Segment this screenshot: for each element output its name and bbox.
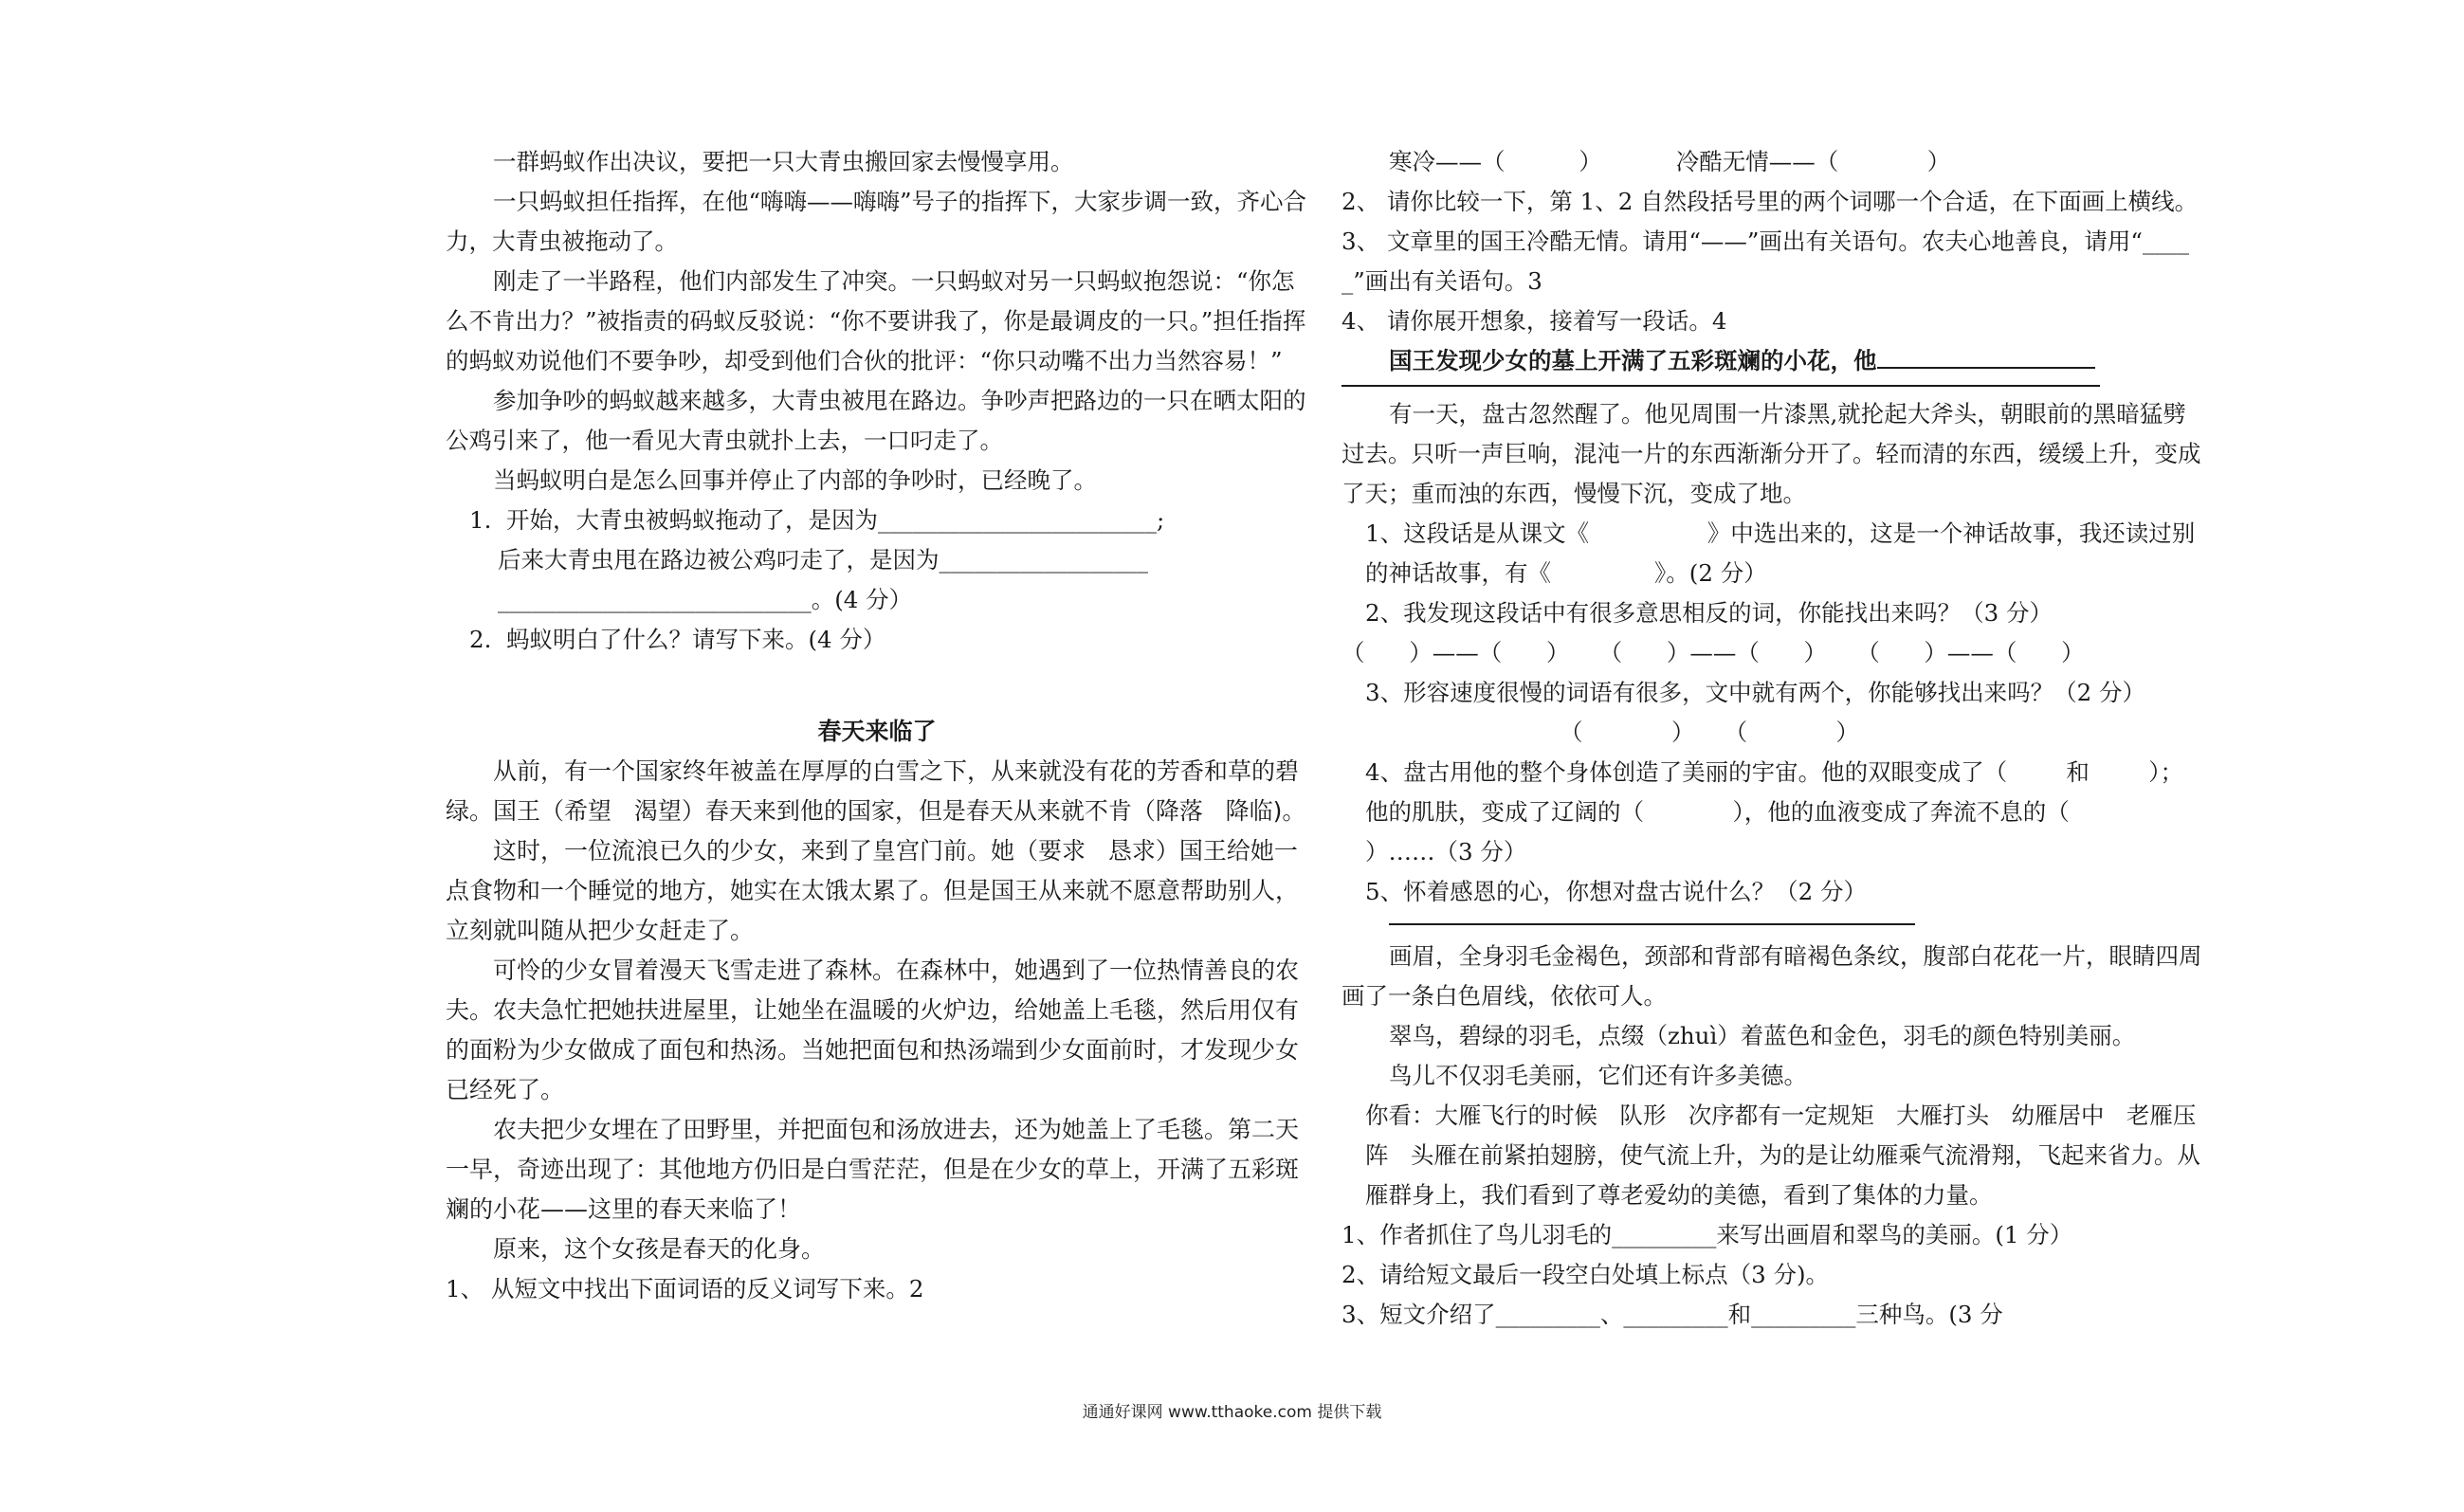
- ant-question-1-line-3: ___________________________。(4 分）: [498, 586, 913, 613]
- prompt-text: 国王发现少女的墓上开满了五彩斑斓的小花，他: [1389, 347, 1877, 374]
- answer-line: [1342, 385, 2100, 387]
- pangu-question-3: 3、形容速度很慢的词语有很多，文中就有两个，你能够找出来吗？（2 分）: [1365, 679, 2145, 706]
- ant-question-2: 2. 蚂蚁明白了什么？请写下来。(4 分）: [469, 626, 886, 653]
- ant-paragraph-3: 刚走了一半路程，他们内部发生了冲突。一只蚂蚁对另一只蚂蚁抱怨说：“你怎么不肯出力？”被指责的码蚁反驳说：“你不要讲我了，你是最调皮的一只。”担任指挥的蚂蚁劝说他们不要争吵，却受到他们合伙的批评：“你只动嘴不出力当然容易！”: [446, 267, 1306, 374]
- spring-question-4: 4、 请你展开想象，接着写一段话。4: [1342, 307, 1727, 335]
- bird-question-2: 2、请给短文最后一段空白处填上标点（3 分)。: [1342, 1261, 1830, 1288]
- bird-question-1: 1、作者抓住了鸟儿羽毛的_________来写出画眉和翠鸟的美丽。(1 分）: [1342, 1221, 2073, 1248]
- spring-story: [446, 712, 1308, 1269]
- spring-paragraph-1: 从前，有一个国家终年被盖在厚厚的白雪之下，从来就没有花的芳香和草的碧绿。国王（希望 渴望）春天来到他的国家，但是春天从来就不肯（降落 降临)。: [446, 757, 1306, 825]
- spring-paragraph-3: 可怜的少女冒着漫天飞雪走进了森林。在森林中，她遇到了一位热情善良的农夫。农夫急忙把她扶进屋里，让她坐在温暖的火炉边，给她盖上毛毯，然后用仅有的面粉为少女做成了面包和热汤。当她把面包和热汤端到少女面前时，才发现少女已经死了。: [446, 956, 1300, 1103]
- right-column: [1342, 142, 2204, 1335]
- spring-paragraph-5: 原来，这个女孩是春天的化身。: [493, 1235, 826, 1263]
- bird-paragraph-3: 鸟儿不仅羽毛美丽，它们还有许多美德。: [1389, 1062, 1807, 1089]
- spring-question-4-prompt: [1342, 341, 2204, 381]
- prompt-answer-line: [1877, 342, 2095, 369]
- pangu-question-2-blanks: （ ）——（ ） （ ）——（ ） （ ）——（ ）: [1342, 639, 2085, 666]
- pangu-question-4: 4、盘古用他的整个身体创造了美丽的宇宙。他的双眼变成了（ 和 ）；他的肌肤，变成了辽阔的（ ），他的血液变成了奔流不息的（ ）……（3 分）: [1365, 758, 2183, 865]
- spring-question-3: 3、 文章里的国王冷酷无情。请用“——”画出有关语句。农夫心地善良，请用“_____”画出有关语句。3: [1342, 228, 2189, 295]
- spring-paragraph-4: 农夫把少女埋在了田野里，并把面包和汤放进去，还为她盖上了毛毯。第二天一早，奇迹出现了：其他地方仍旧是白雪茫茫，但是在少女的草上，开满了五彩斑斓的小花——这里的春天来临了！: [446, 1116, 1300, 1223]
- bird-question-3: 3、短文介绍了_________、_________和_________三种鸟。(3 分: [1342, 1301, 2003, 1328]
- ant-paragraph-1: 一群蚂蚁作出决议，要把一只大青虫搬回家去慢慢享用。: [493, 148, 1074, 175]
- pangu-question-3-blanks: （ ） （ ）: [1560, 719, 1860, 746]
- left-column: [446, 142, 1308, 1309]
- pangu-question-1: 1、这段话是从课文《 》中选出来的，这是一个神话故事，我还读过别的神话故事，有《 》。(2 分）: [1365, 519, 2196, 587]
- pangu-question-5: 5、怀着感恩的心，你想对盘古说什么？（2 分）: [1365, 878, 1867, 905]
- bird-paragraph-2: 翠鸟，碧绿的羽毛，点缀（zhuì）着蓝色和金色，羽毛的颜色特别美丽。: [1389, 1022, 2136, 1049]
- ant-paragraph-2: 一只蚂蚁担任指挥，在他“嗨嗨——嗨嗨”号子的指挥下，大家步调一致，齐心合力，大青虫被拖动了。: [446, 188, 1307, 255]
- bird-paragraph-4: 你看：大雁飞行的时候 队形 次序都有一定规矩 大雁打头 幼雁居中 老雁压阵 头雁在前紧拍翅膀，使气流上升，为的是让幼雁乘气流滑翔，飞起来省力。从雁群身上，我们看到了尊老爱幼的美德，看到了集体的力量。: [1365, 1102, 2200, 1209]
- spring-question-1-items: 寒冷——（ ） 冷酷无情——（ ）: [1389, 148, 1951, 175]
- page-footer: 通通好课网 www.tthaoke.com 提供下载: [1082, 1403, 1382, 1422]
- spring-title: 春天来临了: [817, 718, 937, 745]
- ant-paragraph-4: 参加争吵的蚂蚁越来越多，大青虫被甩在路边。争吵声把路边的一只在晒太阳的公鸡引来了，他一看见大青虫就扑上去，一口叼走了。: [446, 387, 1306, 454]
- bird-paragraph-1: 画眉，全身羽毛金褐色，颈部和背部有暗褐色条纹，腹部白花花一片，眼睛四周画了一条白色眉线，依依可人。: [1342, 942, 2202, 1010]
- spring-paragraph-2: 这时，一位流浪已久的少女，来到了皇宫门前。她（要求 恳求）国王给她一点食物和一个睡觉的地方，她实在太饿太累了。但是国王从来就不愿意帮助别人，立刻就叫随从把少女赶走了。: [446, 837, 1300, 944]
- ant-question-1-line-2: 后来大青虫甩在路边被公鸡叼走了，是因为__________________: [498, 546, 1148, 574]
- pangu-paragraph: 有一天，盘古忽然醒了。他见周围一片漆黑,就抡起大斧头，朝眼前的黑暗猛劈过去。只听一声巨响，混沌一片的东西渐渐分开了。轻而清的东西，缓缓上升，变成了天；重而浊的东西，慢慢下沉，变成了地。: [1342, 400, 2201, 507]
- spring-question-1: 1、 从短文中找出下面词语的反义词写下来。2: [446, 1275, 924, 1303]
- ant-paragraph-5: 当蚂蚁明白是怎么回事并停止了内部的争吵时，已经晚了。: [493, 466, 1097, 494]
- pangu-question-2: 2、我发现这段话中有很多意思相反的词，你能找出来吗？（3 分）: [1365, 599, 2053, 627]
- answer-line: [1389, 923, 1915, 925]
- answer-space: [446, 660, 1308, 712]
- spring-question-2: 2、 请你比较一下，第 1、2 自然段括号里的两个词哪一个合适，在下面画上横线。: [1342, 188, 2199, 215]
- ant-question-1: 1. 开始，大青虫被蚂蚁拖动了，是因为________________________;: [469, 506, 1165, 534]
